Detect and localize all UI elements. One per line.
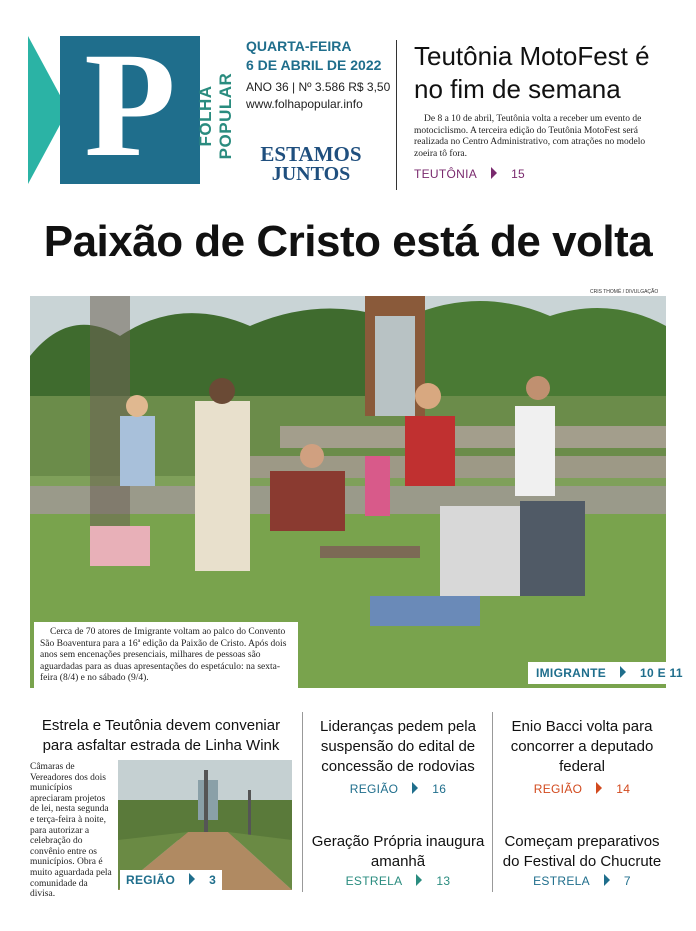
campaign-line1: ESTAMOS [260, 142, 362, 166]
story-rodovias-ref[interactable] [308, 782, 488, 796]
story-linha-wink-body: Câmaras de Vereadores dos dois municípios apreciaram projetos de lei, nesta segunda e terça-feira à noite, para autorizar a celebração do convênio entre os municípios. Obra é muito aguardada pela comunidade da divisa. [30, 762, 112, 900]
issue-info: ANO 36 | Nº 3.586 R$ 3,50 [246, 80, 391, 94]
story-geracao-title[interactable]: Geração Própria inaugura amanhã [311, 833, 485, 870]
ref-section: REGIÃO [349, 782, 399, 796]
story-rodovias-title[interactable]: Lideranças pedem pela suspensão do edital de concessão de rodovias [320, 718, 476, 775]
story-bacci-title[interactable]: Enio Bacci volta para concorrer a deputado federal [510, 718, 654, 775]
ref-section: ESTRELA [533, 874, 590, 888]
masthead-divider [396, 40, 397, 190]
main-headline[interactable]: Paixão de Cristo está de volta [43, 217, 653, 266]
ref-section: IMIGRANTE [536, 666, 607, 680]
arrow-icon [491, 167, 497, 179]
ref-page: 14 [616, 782, 631, 796]
top-story-body: De 8 a 10 de abril, Teutônia volta a receber um evento de motociclismo. A terceira edição do Teutônia MotoFest será realizada no Centro Administrativo, com atrações no modelo zoeira tô fora. [414, 114, 646, 159]
weekday: QUARTA-FEIRA [246, 38, 352, 54]
arrow-icon [416, 874, 422, 886]
story-chucrute-ref[interactable] [498, 874, 666, 888]
photo-credit: CRIS THOMÉ / DIVULGAÇÃO [590, 289, 659, 295]
ref-section: REGIÃO [126, 873, 176, 887]
arrow-icon [189, 873, 195, 885]
story-linha-wink-ref[interactable] [120, 870, 222, 890]
story-linha-wink-title[interactable]: Estrela e Teutônia devem conveniar para asfaltar estrada de Linha Wink [41, 717, 281, 754]
arrow-icon [412, 782, 418, 794]
story-bacci-ref[interactable] [498, 782, 666, 796]
top-story-title[interactable]: Teutônia MotoFest é no fim de semana [414, 41, 650, 104]
ref-section: ESTRELA [345, 874, 403, 888]
arrow-icon [596, 782, 602, 794]
arrow-icon [604, 874, 610, 886]
top-story-ref[interactable] [414, 167, 525, 181]
ref-page: 15 [511, 167, 526, 181]
column-divider [302, 712, 303, 892]
ref-page: 7 [623, 874, 631, 888]
ref-page: 13 [436, 874, 451, 888]
column-divider [492, 712, 493, 892]
ref-section: REGIÃO [533, 782, 583, 796]
main-photo-caption: Cerca de 70 atores de Imigrante voltam ao palco do Convento São Boaventura para a 16ª edição da Paixão de Cristo. Após dois anos sem encenações presenciais, milhares de pessoas são aguardadas para as duas apresentações do espetáculo: na sexta-feira (8/4) e no sábado (9/4). [34, 622, 298, 690]
logo-letter: P [84, 22, 176, 188]
campaign-line2: JUNTOS [271, 163, 351, 185]
main-story-ref[interactable] [528, 662, 691, 684]
arrow-icon [620, 666, 626, 678]
issue-date: 6 DE ABRIL DE 2022 [246, 57, 382, 73]
brand-label: FOLHA POPULAR [196, 72, 235, 160]
story-chucrute-title[interactable]: Começam preparativos do Festival do Chucrute [502, 833, 662, 870]
brand-name [196, 36, 235, 184]
ref-page: 16 [432, 782, 447, 796]
ref-section: TEUTÔNIA [414, 167, 478, 181]
website-link[interactable]: www.folhapopular.info [246, 97, 363, 111]
ref-page: 10 E 11 [640, 666, 683, 680]
campaign-logo [246, 144, 376, 184]
ref-page: 3 [209, 873, 217, 887]
story-geracao-ref[interactable] [308, 874, 488, 888]
